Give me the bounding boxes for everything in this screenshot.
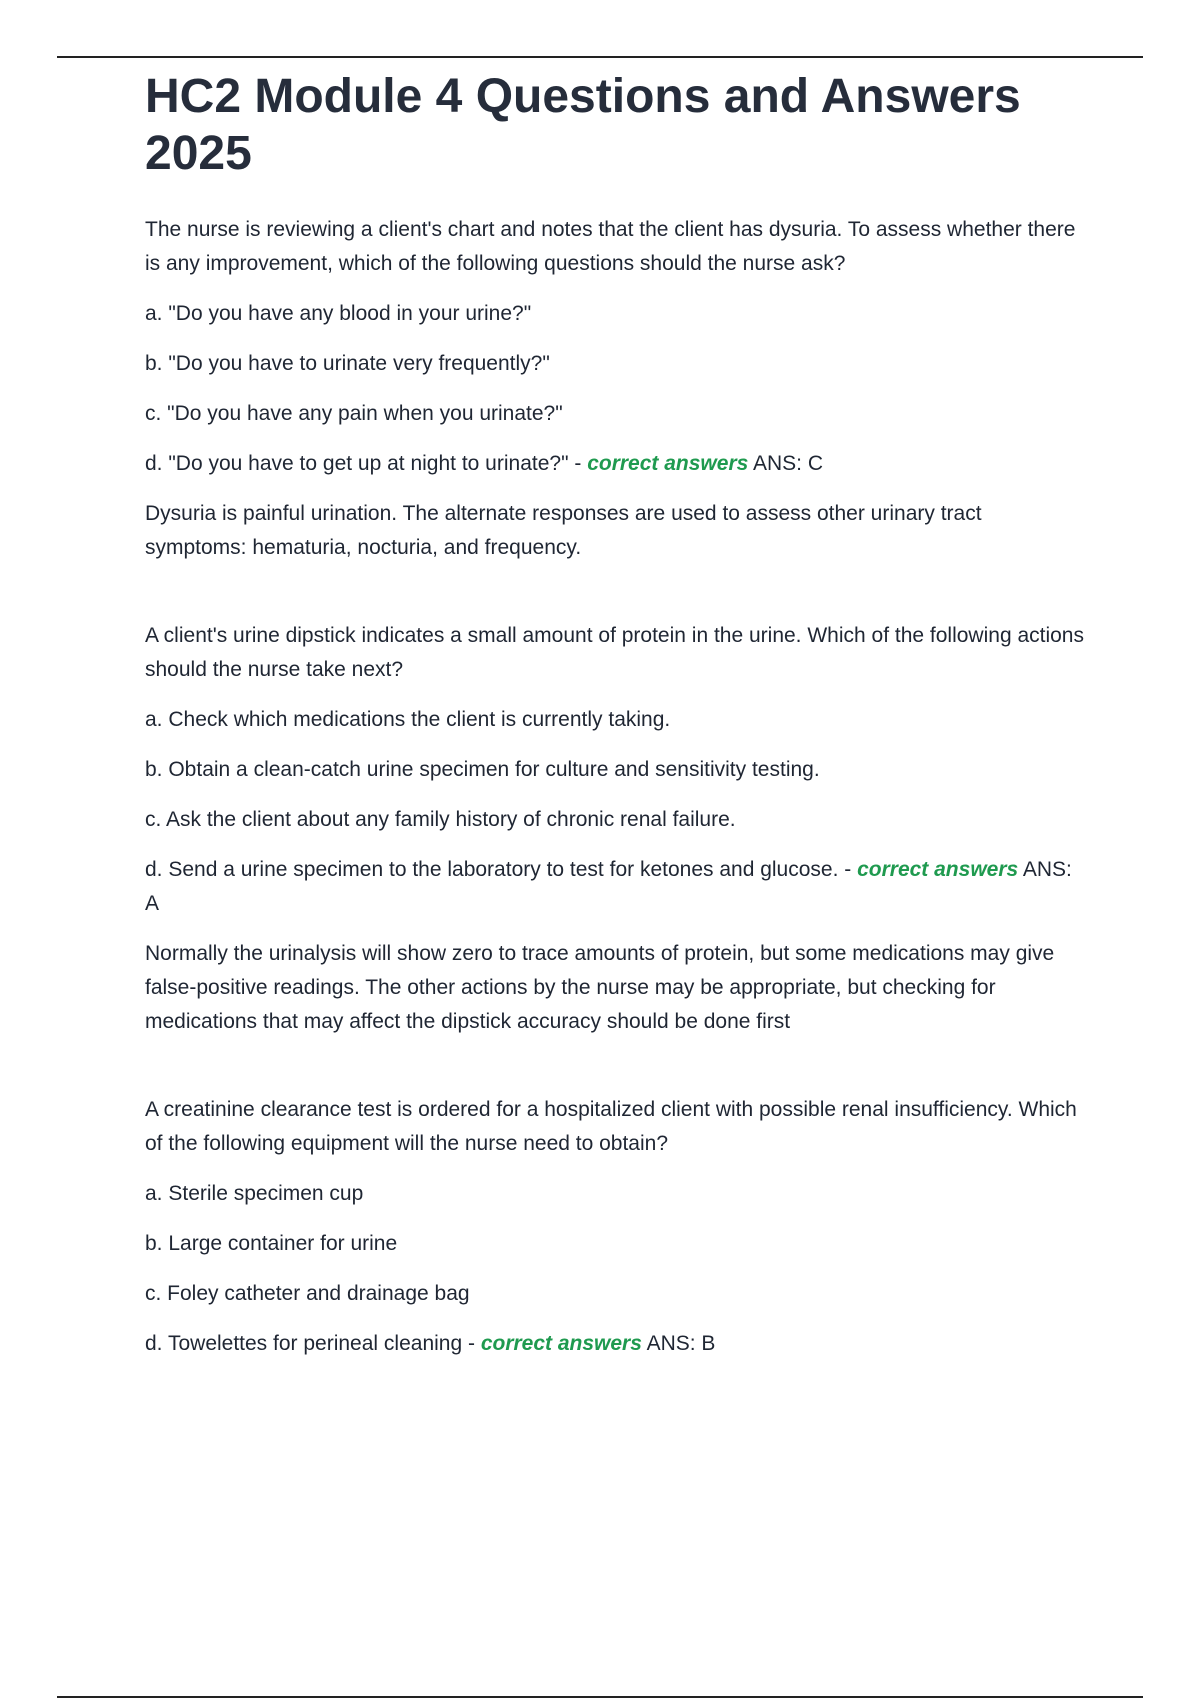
answer-key: ANS: C: [748, 452, 823, 475]
rationale-text: Dysuria is painful urination. The alternate responses are used to assess other urinary tract symptoms: hematuria, nocturia, and frequency.: [145, 502, 982, 559]
answer-key: ANS: A: [145, 858, 1072, 915]
answer-option-text: d. Towelettes for perineal cleaning -: [145, 1332, 481, 1355]
page-title: HC2 Module 4 Questions and Answers 2025: [145, 70, 1021, 180]
document-body: [145, 68, 1085, 1377]
question-block: [145, 213, 1085, 565]
question-stem: A creatinine clearance test is ordered for a hospitalized client with possible renal insufficiency. Which of the following equipment will the nurse need to obtain?: [145, 1098, 1077, 1155]
answer-option-last: [145, 853, 1085, 921]
answer-option: c. Foley catheter and drainage bag: [145, 1282, 470, 1305]
correct-answers-label: correct answers: [480, 1332, 642, 1355]
answer-option-last: [145, 1327, 1085, 1361]
answer-option: c. "Do you have any pain when you urinate?": [145, 402, 563, 425]
question-block: [145, 1093, 1085, 1361]
answer-option: c. Ask the client about any family history of chronic renal failure.: [145, 808, 736, 831]
answer-option: b. Large container for urine: [145, 1232, 398, 1255]
answer-option: a. Sterile specimen cup: [145, 1182, 364, 1205]
answer-option-last: [145, 447, 1085, 481]
bottom-divider: [57, 1696, 1143, 1698]
answer-option: b. Obtain a clean-catch urine specimen for culture and sensitivity testing.: [145, 758, 820, 781]
answer-option-text: d. Send a urine specimen to the laboratory to test for ketones and glucose. -: [145, 858, 858, 881]
question-stem: The nurse is reviewing a client's chart and notes that the client has dysuria. To assess whether there is any improvement, which of the following questions should the nurse ask?: [145, 218, 1076, 275]
answer-option: a. Check which medications the client is currently taking.: [145, 708, 671, 731]
question-block: [145, 619, 1085, 1039]
answer-option-text: d. "Do you have to get up at night to urinate?" -: [145, 452, 588, 475]
answer-key: ANS: B: [641, 1332, 716, 1355]
question-stem: A client's urine dipstick indicates a small amount of protein in the urine. Which of the following actions should the nurse take next?: [145, 624, 1084, 681]
correct-answers-label: correct answers: [587, 452, 749, 475]
answer-option: b. "Do you have to urinate very frequently?": [145, 352, 550, 375]
answer-option: a. "Do you have any blood in your urine?": [145, 302, 532, 325]
rationale-text: Normally the urinalysis will show zero to trace amounts of protein, but some medications may give false-positive readings. The other actions by the nurse may be appropriate, but checking for medications that may affect the dipstick accuracy should be done first: [145, 942, 1055, 1033]
top-divider: [57, 56, 1143, 58]
correct-answers-label: correct answers: [857, 858, 1019, 881]
